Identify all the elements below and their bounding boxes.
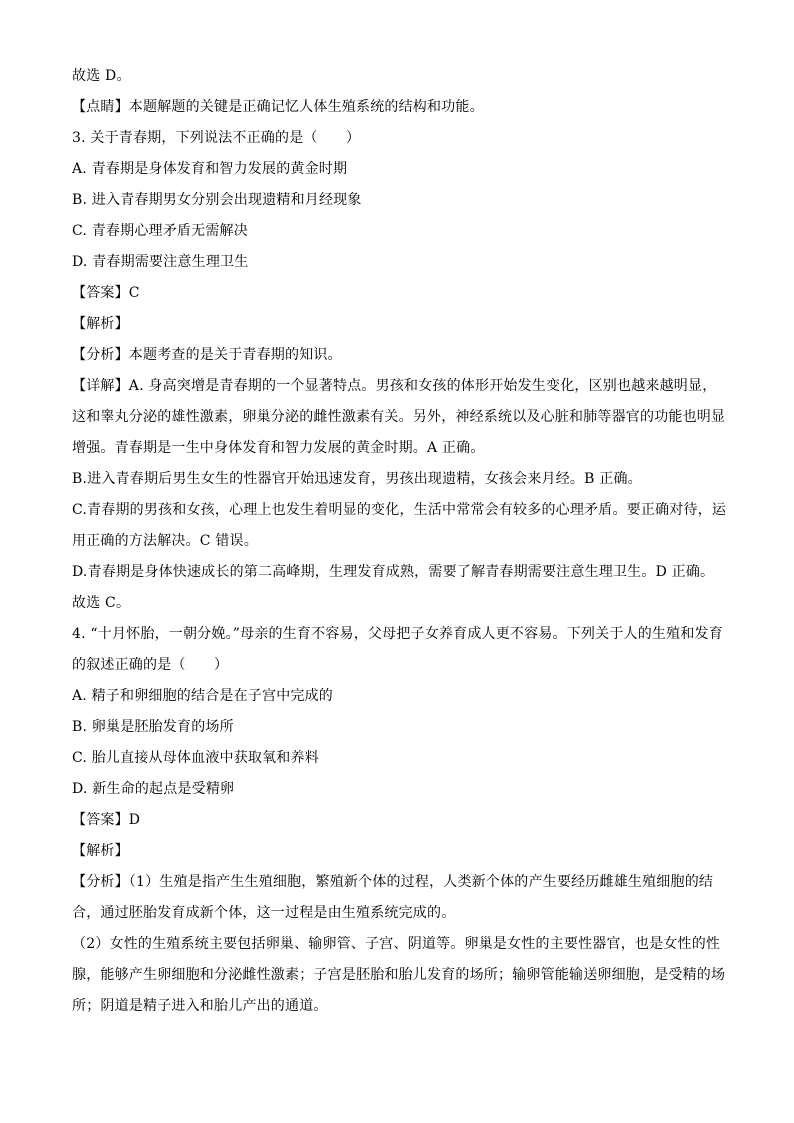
question-4-option-b: B. 卵巢是胚胎发育的场所 bbox=[72, 719, 234, 735]
analysis-text: （2）女性的生殖系统主要包括卵巢、输卵管、子宫、阴道等。卵巢是女性的主要性器官，也是女性的性 bbox=[72, 936, 721, 952]
analysis-text: 腺，能够产生卵细胞和分泌雌性激素；子宫是胚胎和胎儿发育的场所；输卵管能输送卵细胞，是受精的场 bbox=[72, 967, 726, 983]
detail-text: 这和睾丸分泌的雄性激素，卵巢分泌的雌性激素有关。另外，神经系统以及心脏和肺等器官的功能也明显 bbox=[72, 409, 726, 425]
question-4-option-c: C. 胎儿直接从母体血液中获取氧和养料 bbox=[72, 750, 319, 766]
text-line: 【点睛】本题解题的关键是正确记忆人体生殖系统的结构和功能。 bbox=[72, 99, 484, 115]
analysis-heading: 【解析】 bbox=[72, 316, 129, 332]
question-4-option-a: A. 精子和卵细胞的结合是在子宫中完成的 bbox=[72, 688, 334, 704]
detail-text: 用正确的方法解决。C 错误。 bbox=[72, 533, 258, 549]
analysis-text: 【分析】（1）生殖是指产生生殖细胞，繁殖新个体的过程，人类新个体的产生要经历雌雄生殖细胞的结 bbox=[72, 874, 714, 890]
detail-text: 【详解】A. 身高突增是青春期的一个显著特点。男孩和女孩的体形开始发生变化，区别也越来越明显， bbox=[72, 378, 717, 394]
question-4-stem: 4. “十月怀胎，一朝分娩。”母亲的生育不容易，父母把子女养育成人更不容易。下列关于人的生殖和发育 bbox=[72, 626, 723, 642]
question-4-stem: 的叙述正确的是（ ） bbox=[72, 657, 229, 673]
question-4-option-d: D. 新生命的起点是受精卵 bbox=[72, 781, 235, 797]
question-3-stem: 3. 关于青春期，下列说法不正确的是（ ） bbox=[72, 130, 361, 146]
analysis-text: 【分析】本题考查的是关于青春期的知识。 bbox=[72, 347, 342, 363]
analysis-text: 合，通过胚胎发育成新个体，这一过程是由生殖系统完成的。 bbox=[72, 905, 456, 921]
analysis-heading: 【解析】 bbox=[72, 843, 129, 859]
question-3-answer: 【答案】C bbox=[72, 285, 140, 301]
analysis-text: 所；阴道是精子进入和胎儿产出的通道。 bbox=[72, 998, 328, 1014]
text-line: 故选 D。 bbox=[72, 68, 131, 84]
detail-text: C.青春期的男孩和女孩，心理上也发生着明显的变化，生活中常常会有较多的心理矛盾。要正确对待，运 bbox=[72, 502, 727, 518]
detail-text: D.青春期是身体快速成长的第二高峰期，生理发育成熟，需要了解青春期需要注意生理卫生。D 正确。 bbox=[72, 564, 715, 580]
question-3-option-b: B. 进入青春期男女分别会出现遗精和月经现象 bbox=[72, 192, 362, 208]
question-3-option-a: A. 青春期是身体发育和智力发展的黄金时期 bbox=[72, 161, 348, 177]
text-line: 故选 C。 bbox=[72, 595, 131, 611]
detail-text: 增强。青春期是一生中身体发育和智力发展的黄金时期。A 正确。 bbox=[72, 440, 485, 456]
question-4-answer: 【答案】D bbox=[72, 812, 141, 828]
question-3-option-d: D. 青春期需要注意生理卫生 bbox=[72, 254, 249, 270]
detail-text: B.进入青春期后男生女生的性器官开始迅速发育，男孩出现遗精，女孩会来月经。B 正确。 bbox=[72, 471, 642, 487]
question-3-option-c: C. 青春期心理矛盾无需解决 bbox=[72, 223, 248, 239]
